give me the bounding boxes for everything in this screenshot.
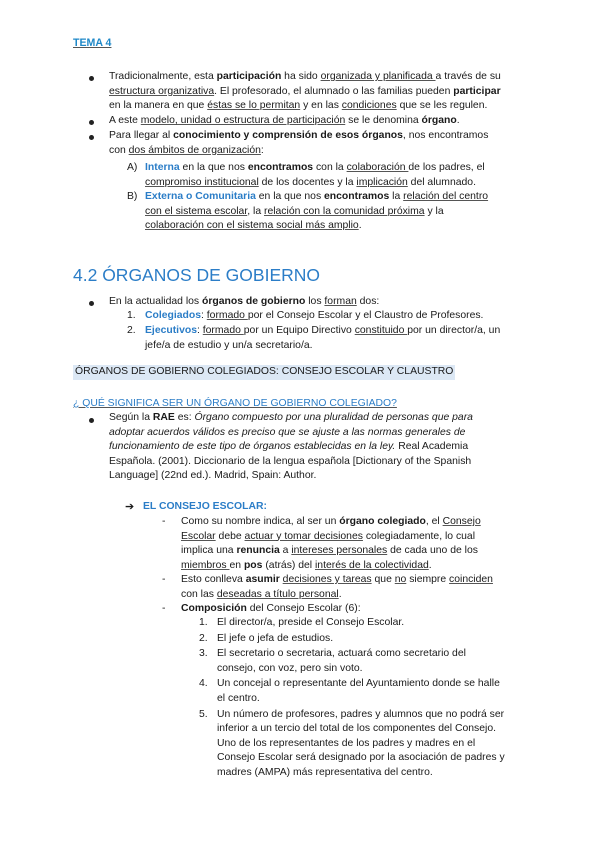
list-item: 5. Un número de profesores, padres y alumnos que no podrá ser inferior a un tercio del total de los componentes del Consejo. Uno de los representantes de los padres y madres en el Consejo Escolar será designado por la asociación de padres y madres (AMPA) más representativa del centro. xyxy=(199,708,505,778)
dash-marker: - xyxy=(162,603,166,614)
paragraph-composicion: Composición del Consejo Escolar (6): xyxy=(181,603,361,614)
paragraph-organo: A este modelo, unidad o estructura de participación se le denomina órgano. xyxy=(109,115,460,126)
composition-list xyxy=(199,616,539,781)
dash-marker: - xyxy=(162,516,166,527)
doc-header-tema: TEMA 4 xyxy=(73,37,112,49)
dash-marker: - xyxy=(162,574,166,585)
list-number: 2. xyxy=(127,325,136,336)
list-item: 3. El secretario o secretaria, actuará como secretario del consejo, con voz, pero sin voto. xyxy=(199,648,466,674)
paragraph-colegiado: Como su nombre indica, al ser un órgano colegiado, el Consejo Escolar debe actuar y tomar decisiones colegiadamente, lo cual implica una renuncia a intereses personales de cada uno de los miembros en pos (atrás) del interés de la colectividad. xyxy=(181,516,481,571)
item-colegiados: Colegiados: formado por el Consejo Escolar y el Claustro de Profesores. xyxy=(145,310,484,321)
list-item: 4. Un concejal o representante del Ayuntamiento donde se halle el centro. xyxy=(199,678,500,704)
consejo-heading: EL CONSEJO ESCOLAR: xyxy=(143,501,267,512)
bullet-dot xyxy=(89,135,94,140)
list-letter-a: A) xyxy=(127,162,138,173)
highlighted-subheading: ÓRGANOS DE GOBIERNO COLEGIADOS: CONSEJO ESCOLAR Y CLAUSTRO xyxy=(73,365,455,380)
section-heading: 4.2 ÓRGANOS DE GOBIERNO xyxy=(73,265,320,285)
paragraph-ambitos: Para llegar al conocimiento y comprensión de esos órganos, nos encontramos con dos ámbitos de organización: xyxy=(109,130,489,156)
paragraph-rae-definition: Según la RAE es: Órgano compuesto por una pluralidad de personas que para adoptar acuerdos válidos es preciso que se ajuste a las normas generales de funcionamiento de este tipo de órganos establecidas en la ley. Real Academia Española. (2001). Diccionario de la lengua española [Dictionary of the Spanish Language] (22nd ed.). Madrid, Spain: Author. xyxy=(109,412,473,482)
list-number: 1. xyxy=(127,310,136,321)
item-externa: Externa o Comunitaria en la que nos encontramos la relación del centro con el sistema escolar, la relación con la comunidad próxima y la colaboración con el sistema social más amplio. xyxy=(145,191,489,232)
paragraph-asumir: Esto conlleva asumir decisiones y tareas que no siempre coinciden con las deseadas a título personal. xyxy=(181,574,493,600)
list-item: 2. El jefe o jefa de estudios. xyxy=(199,632,334,644)
bullet-dot xyxy=(89,301,94,306)
bullet-dot xyxy=(89,76,94,81)
list-item: 1. El director/a, preside el Consejo Escolar. xyxy=(199,617,405,628)
item-interna: Interna en la que nos encontramos con la colaboración de los padres, el compromiso institucional de los docentes y la implicación del alumnado. xyxy=(145,162,485,188)
question-heading: ¿ QUÉ SIGNIFICA SER UN ÓRGANO DE GOBIERNO COLEGIADO? xyxy=(73,398,397,409)
paragraph-participacion: Tradicionalmente, esta participación ha sido organizada y planificada a través de su estructura organizativa. El profesorado, el alumnado o las familias pueden participar en la manera en que éstas se lo permitan y en las condiciones que se les regulen. xyxy=(109,71,501,112)
bullet-dot xyxy=(89,418,94,423)
arrow-icon: ➔ xyxy=(125,501,135,513)
paragraph-organos-gobierno: En la actualidad los órganos de gobierno los forman dos: xyxy=(109,296,380,307)
bullet-dot xyxy=(89,120,94,125)
list-letter-b: B) xyxy=(127,191,138,202)
item-ejecutivos: Ejecutivos: formado por un Equipo Directivo constituido por un director/a, un jefe/a de estudio y un/a secretario/a. xyxy=(145,325,501,351)
